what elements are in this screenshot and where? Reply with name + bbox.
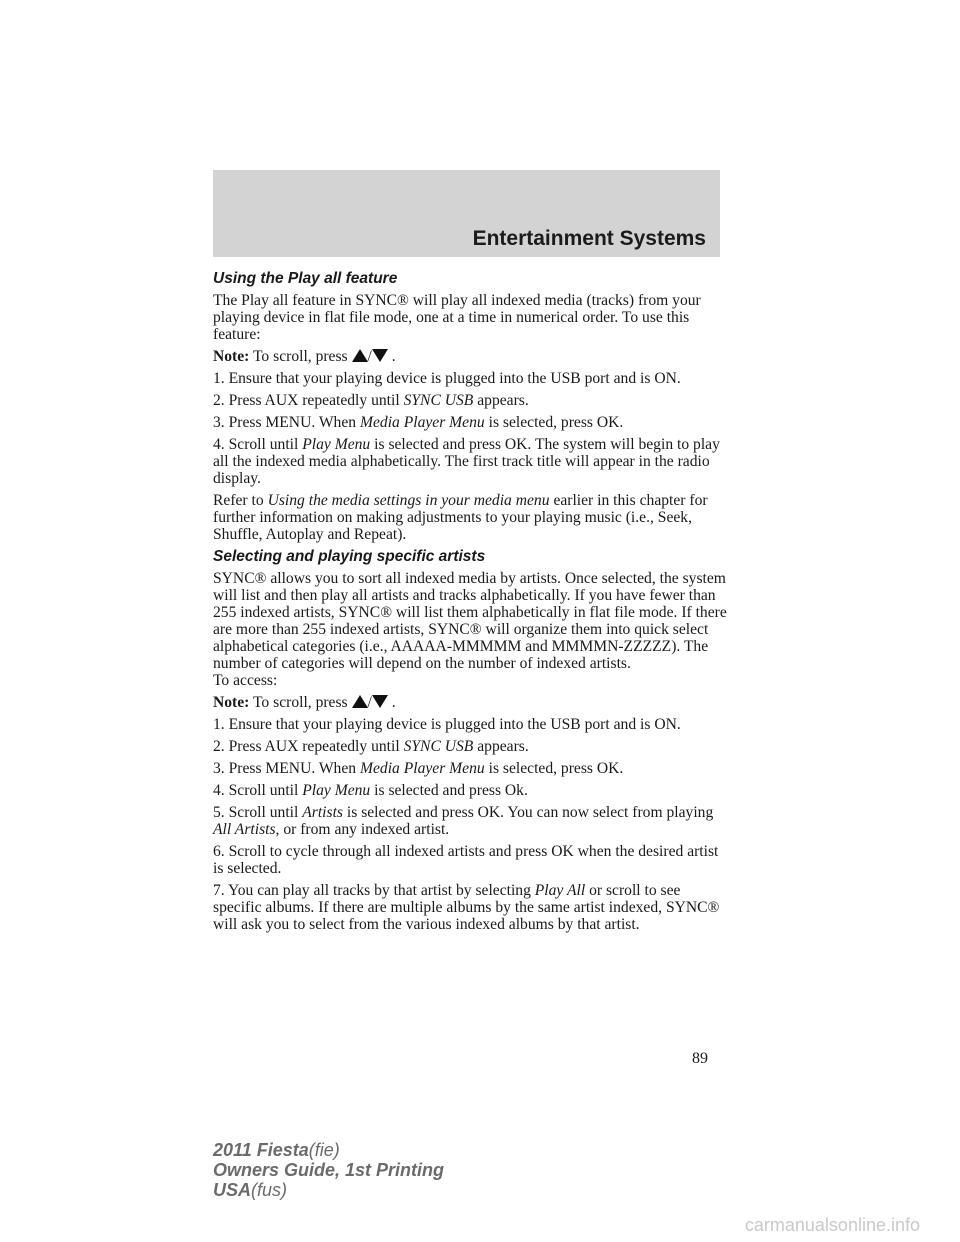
play-all-refer: Refer to Using the media settings in your media menu earlier in this chapter for further information on making adjustments to your playing music (i.e., Seek, Shuffle, Autoplay and Repeat). <box>213 492 708 543</box>
arrow-down-icon <box>372 695 388 708</box>
arrow-up-icon <box>352 695 368 708</box>
artists-access: To access: <box>213 672 278 689</box>
play-all-note <box>213 348 728 365</box>
watermark: carmanualsonline.info <box>744 1215 920 1235</box>
note-slash: / <box>367 694 372 711</box>
artists-intro: SYNC® allows you to sort all indexed media by artists. Once selected, the system will list and then play all artists and tracks alphabetically. If you have fewer than 255 indexed artists, SYNC® will list them alphabetically in flat file mode. If there are more than 255 indexed artists, SYNC® will organize them into quick select alphabetical categories (i.e., AAAAA-MMMMM and MMMMN-ZZZZZ). The number of categories will depend on the number of indexed artists. <box>213 570 727 672</box>
artists-note <box>213 694 728 711</box>
section-title: Entertainment Systems <box>472 227 706 250</box>
play-all-step-3: 3. Press MENU. When Media Player Menu is selected, press OK. <box>213 414 624 431</box>
artists-step-4: 4. Scroll until Play Menu is selected and press Ok. <box>213 782 528 799</box>
play-all-step-2: 2. Press AUX repeatedly until SYNC USB appears. <box>213 392 529 409</box>
arrow-up-icon <box>352 349 368 362</box>
arrow-down-icon <box>372 349 388 362</box>
artists-step-1: 1. Ensure that your playing device is plugged into the USB port and is ON. <box>213 716 681 733</box>
page-number: 89 <box>692 1050 708 1067</box>
play-all-step-1: 1. Ensure that your playing device is plugged into the USB port and is ON. <box>213 370 681 387</box>
heading-artists: Selecting and playing specific artists <box>213 548 486 565</box>
play-all-step-4: 4. Scroll until Play Menu is selected and press OK. The system will begin to play all the indexed media alphabetically. The first track title will appear in the radio display. <box>213 436 720 487</box>
note-slash: / <box>367 348 372 365</box>
note-label: Note: <box>213 694 250 711</box>
heading-play-all: Using the Play all feature <box>213 270 398 287</box>
note-text: To scroll, press <box>253 694 348 711</box>
play-all-intro: The Play all feature in SYNC® will play all indexed media (tracks) from your playing device in flat file mode, one at a time in numerical order. To use this feature: <box>213 292 701 343</box>
artists-step-6: 6. Scroll to cycle through all indexed artists and press OK when the desired artist is selected. <box>213 843 719 877</box>
print-footer: 2011 Fiesta(fie) Owners Guide, 1st Printing USA(fus) <box>213 1140 445 1200</box>
note-end: . <box>391 694 396 711</box>
note-end: . <box>391 348 396 365</box>
page-content <box>213 268 728 938</box>
artists-step-5: 5. Scroll until Artists is selected and press OK. You can now select from playing All Artists, or from any indexed artist. <box>213 804 714 838</box>
section-header-band <box>213 170 720 257</box>
note-label: Note: <box>213 348 250 365</box>
artists-step-7: 7. You can play all tracks by that artist by selecting Play All or scroll to see specific albums. If there are multiple albums by the same artist indexed, SYNC® will ask you to select from the various indexed albums by that artist. <box>213 882 720 933</box>
note-text: To scroll, press <box>253 348 348 365</box>
artists-step-2: 2. Press AUX repeatedly until SYNC USB appears. <box>213 738 529 755</box>
artists-step-3: 3. Press MENU. When Media Player Menu is selected, press OK. <box>213 760 624 777</box>
